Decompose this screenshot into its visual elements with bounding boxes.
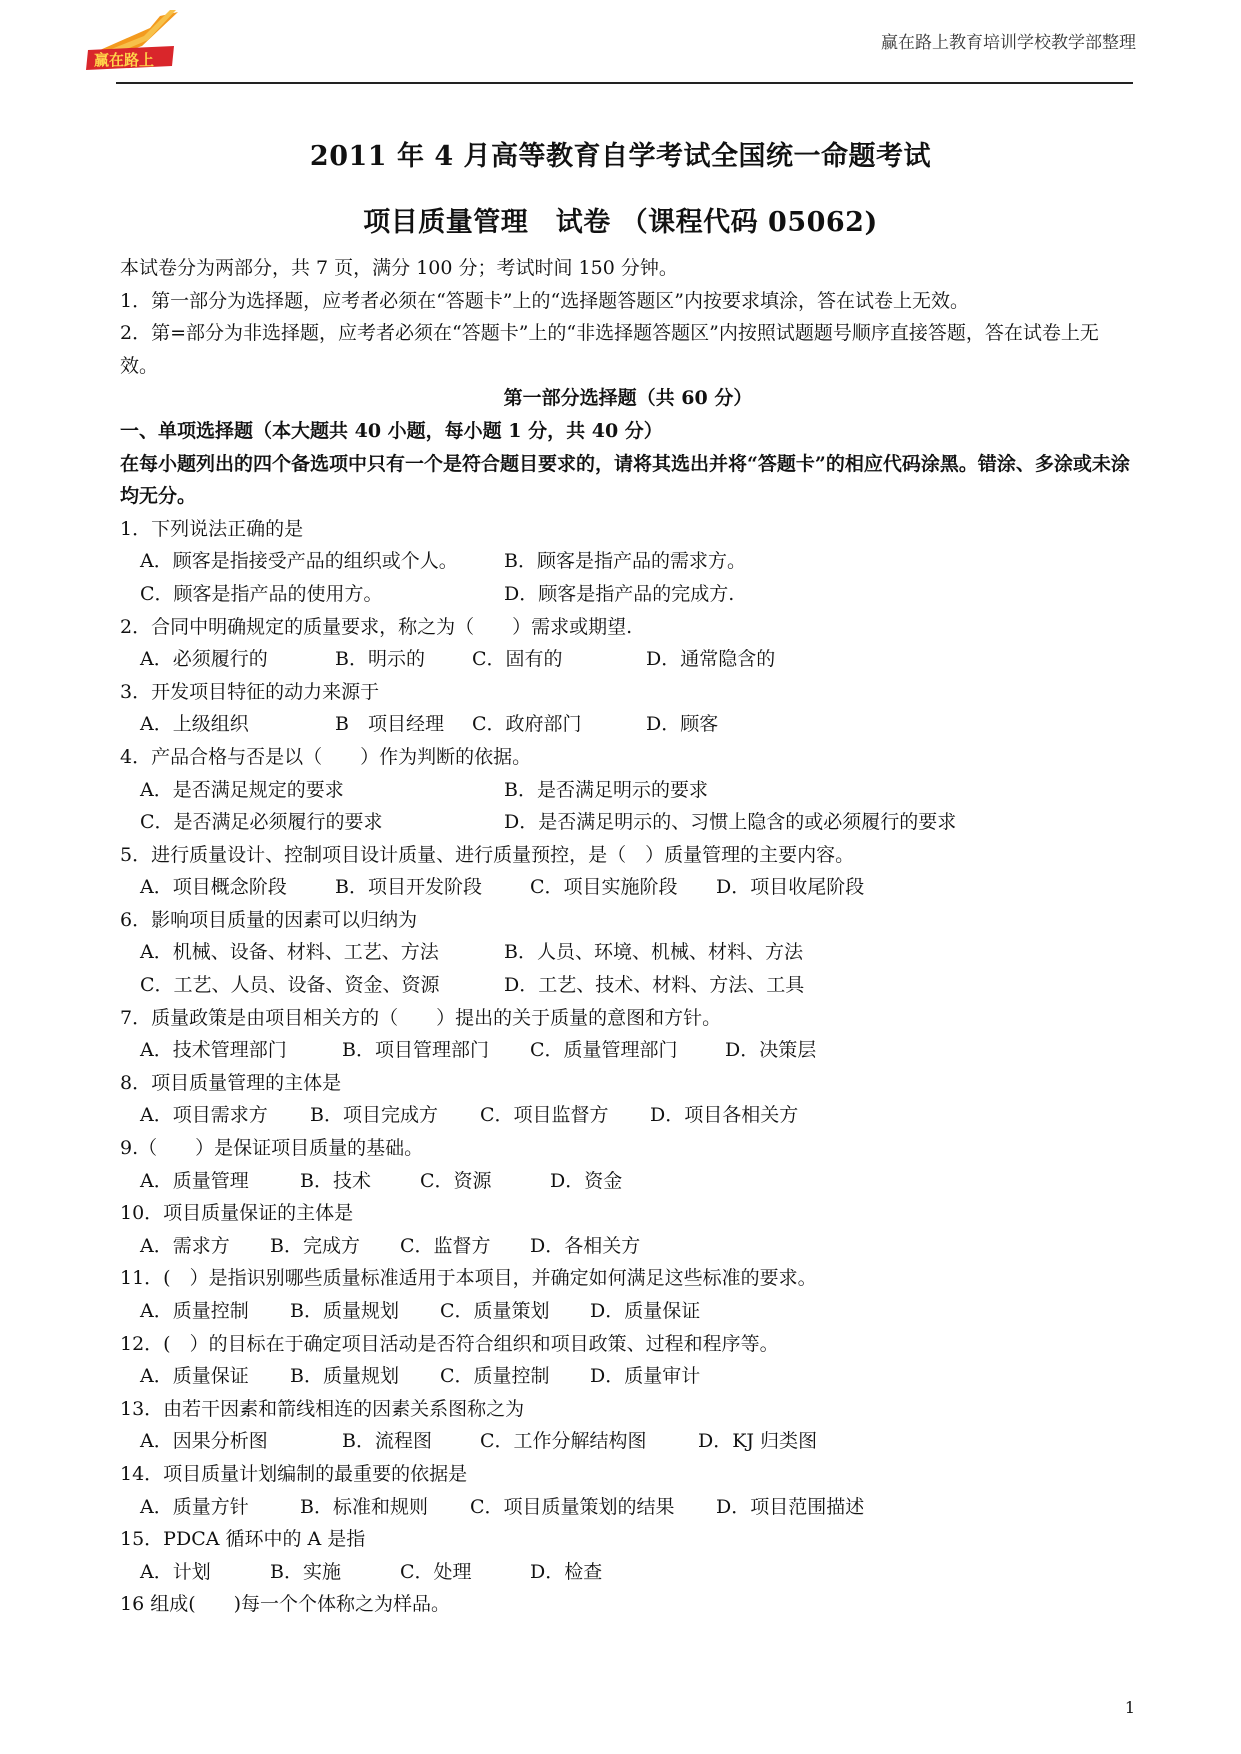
- answer-option: A．机械、设备、材料、工艺、方法: [140, 941, 439, 964]
- answer-option: D．质量保证: [590, 1300, 701, 1322]
- answer-option: D．质量审计: [590, 1365, 701, 1388]
- page-number: 1: [1124, 1698, 1135, 1717]
- question-stem: 10．项目质量保证的主体是: [120, 1202, 354, 1225]
- question-list: [120, 513, 1136, 1621]
- question-stem: 16 组成( )每一个个体称之为样品。: [120, 1593, 451, 1616]
- option-row: [120, 643, 1136, 676]
- answer-option: B．质量规划: [290, 1365, 399, 1388]
- option-row: [120, 1295, 1136, 1328]
- option-row: [120, 1491, 1136, 1524]
- answer-option: D．工艺、技术、材料、方法、工具: [504, 974, 805, 997]
- answer-option: D．是否满足明示的、习惯上隐含的或必须履行的要求: [504, 811, 957, 834]
- answer-option: D．项目范围描述: [716, 1495, 865, 1518]
- answer-option: A．项目需求方: [140, 1104, 268, 1127]
- exam-content: [120, 252, 1136, 1621]
- answer-option: B．明示的: [335, 648, 425, 671]
- question-stem: 5．进行质量设计、控制项目设计质量、进行质量预控，是（ ）质量管理的主要内容。: [120, 843, 855, 866]
- answer-option: D．检查: [530, 1560, 603, 1583]
- answer-option: B．质量规划: [290, 1300, 399, 1322]
- answer-option: D．通常隐含的: [646, 648, 776, 671]
- part-title: 第一部分选择题（共 60 分）: [503, 387, 753, 410]
- answer-option: B．实施: [270, 1560, 341, 1583]
- question-stem: 3．开发项目特征的动力来源于: [120, 680, 380, 703]
- option-row: [120, 545, 1136, 578]
- answer-option: C．监督方: [400, 1234, 491, 1257]
- answer-option: D．项目各相关方: [650, 1104, 799, 1127]
- answer-option: C．资源: [420, 1169, 492, 1192]
- section-instruction: 在每小题列出的四个备选项中只有一个是符合题目要求的，请将其选出并将“答题卡”的相应代码涂黑。错涂、多涂或未涂均无分。: [120, 452, 1130, 508]
- option-row: [120, 936, 1136, 969]
- answer-option: A．质量控制: [140, 1300, 249, 1322]
- exam-title: 2011 年 4 月高等教育自学考试全国统一命题考试: [309, 141, 932, 172]
- question-stem: 9.（ ）是保证项目质量的基础。: [120, 1137, 424, 1160]
- answer-option: D．资金: [550, 1169, 623, 1192]
- answer-option: D．项目收尾阶段: [716, 876, 865, 899]
- option-row: [120, 774, 1136, 807]
- question-stem: 4．产品合格与否是以（ ）作为判断的依据。: [120, 745, 532, 768]
- option-row: [120, 969, 1136, 1002]
- answer-option: D．顾客是指产品的完成方.: [504, 582, 735, 605]
- question-stem: 6．影响项目质量的因素可以归纳为: [120, 908, 418, 931]
- svg-text:赢在路上: 赢在路上: [94, 51, 155, 69]
- question-stem: 12．( ）的目标在于确定项目活动是否符合组织和项目政策、过程和程序等。: [120, 1332, 779, 1355]
- answer-option: C．固有的: [472, 648, 563, 671]
- answer-option: C．项目监督方: [480, 1104, 609, 1127]
- answer-option: B．顾客是指产品的需求方。: [504, 550, 746, 573]
- answer-option: C．项目实施阶段: [530, 876, 678, 899]
- question-stem: 8．项目质量管理的主体是: [120, 1071, 342, 1094]
- answer-option: B．流程图: [342, 1430, 432, 1453]
- answer-option: C．项目质量策划的结果: [470, 1495, 675, 1518]
- option-row: [120, 1034, 1136, 1067]
- answer-option: B．项目开发阶段: [335, 876, 482, 899]
- answer-option: D．KJ 归类图: [698, 1430, 818, 1453]
- question-stem: 2．合同中明确规定的质量要求，称之为（ ）需求或期望.: [120, 615, 633, 638]
- answer-option: C．质量管理部门: [530, 1039, 678, 1062]
- header-note: 赢在路上教育培训学校教学部整理: [881, 33, 1136, 53]
- answer-option: A．因果分析图: [140, 1430, 268, 1453]
- answer-option: A．顾客是指接受产品的组织或个人。: [140, 550, 458, 573]
- answer-option: C．政府部门: [472, 713, 582, 736]
- answer-option: C．质量控制: [440, 1365, 550, 1388]
- question-stem: 15．PDCA 循环中的 A 是指: [120, 1528, 366, 1551]
- answer-option: C．是否满足必须履行的要求: [140, 811, 383, 834]
- option-row: [120, 1099, 1136, 1132]
- answer-option: A．质量保证: [140, 1365, 249, 1388]
- option-row: [120, 1165, 1136, 1198]
- answer-option: A．项目概念阶段: [140, 876, 287, 899]
- answer-option: C．质量策划: [440, 1300, 550, 1322]
- intro-line: 2．第=部分为非选择题，应考者必须在“答题卡”上的“非选择题答题区”内按照试题题号顺序直接答题，答在试卷上无效。: [120, 322, 1099, 377]
- question-stem: 13．由若干因素和箭线相连的因素关系图称之为: [120, 1397, 525, 1420]
- answer-option: B．人员、环境、机械、材料、方法: [504, 941, 803, 964]
- answer-option: A．必须履行的: [140, 648, 268, 671]
- answer-option: B．完成方: [270, 1234, 360, 1257]
- course-title: 项目质量管理 试卷 （课程代码 05062): [363, 207, 878, 238]
- answer-option: A．质量管理: [140, 1169, 249, 1192]
- answer-option: A．计划: [140, 1560, 211, 1583]
- answer-option: B．项目管理部门: [342, 1039, 489, 1062]
- answer-option: A．上级组织: [140, 713, 249, 736]
- question-stem: 11．( ）是指识别哪些质量标准适用于本项目，并确定如何满足这些标准的要求。: [120, 1267, 817, 1290]
- answer-option: D．顾客: [646, 713, 719, 736]
- option-row: [120, 806, 1136, 839]
- option-row: [120, 708, 1136, 741]
- option-row: [120, 871, 1136, 904]
- question-stem: 1．下列说法正确的是: [120, 517, 304, 540]
- question-stem: 14．项目质量计划编制的最重要的依据是: [120, 1462, 468, 1485]
- intro-line: 本试卷分为两部分，共 7 页，满分 100 分；考试时间 150 分钟。: [120, 257, 678, 279]
- option-row: [120, 1425, 1136, 1458]
- answer-option: A．质量方针: [140, 1495, 249, 1518]
- answer-option: B．项目完成方: [310, 1104, 438, 1127]
- option-row: [120, 1556, 1136, 1589]
- answer-option: A．是否满足规定的要求: [140, 778, 344, 801]
- answer-option: B 项目经理: [335, 713, 444, 736]
- option-row: [120, 1230, 1136, 1263]
- option-row: [120, 578, 1136, 611]
- option-row: [120, 1360, 1136, 1393]
- answer-option: D．各相关方: [530, 1234, 641, 1257]
- answer-option: B．技术: [300, 1169, 371, 1192]
- section-heading: 一、单项选择题（本大题共 40 小题，每小题 1 分，共 40 分）: [120, 419, 663, 442]
- answer-option: C．处理: [400, 1560, 472, 1583]
- answer-option: D．决策层: [725, 1039, 817, 1062]
- intro-line: 1．第一部分为选择题，应考者必须在“答题卡”上的“选择题答题区”内按要求填涂，答在试卷上无效。: [120, 289, 969, 312]
- school-logo: [80, 6, 182, 76]
- answer-option: C．工艺、人员、设备、资金、资源: [140, 974, 440, 997]
- answer-option: B．是否满足明示的要求: [504, 778, 708, 801]
- answer-option: C．顾客是指产品的使用方。: [140, 582, 383, 605]
- answer-option: A．技术管理部门: [140, 1039, 287, 1062]
- answer-option: C．工作分解结构图: [480, 1430, 647, 1453]
- header-rule: [116, 82, 1133, 84]
- answer-option: A．需求方: [140, 1234, 230, 1257]
- answer-option: B．标准和规则: [300, 1495, 428, 1518]
- question-stem: 7．质量政策是由项目相关方的（ ）提出的关于质量的意图和方针。: [120, 1006, 722, 1029]
